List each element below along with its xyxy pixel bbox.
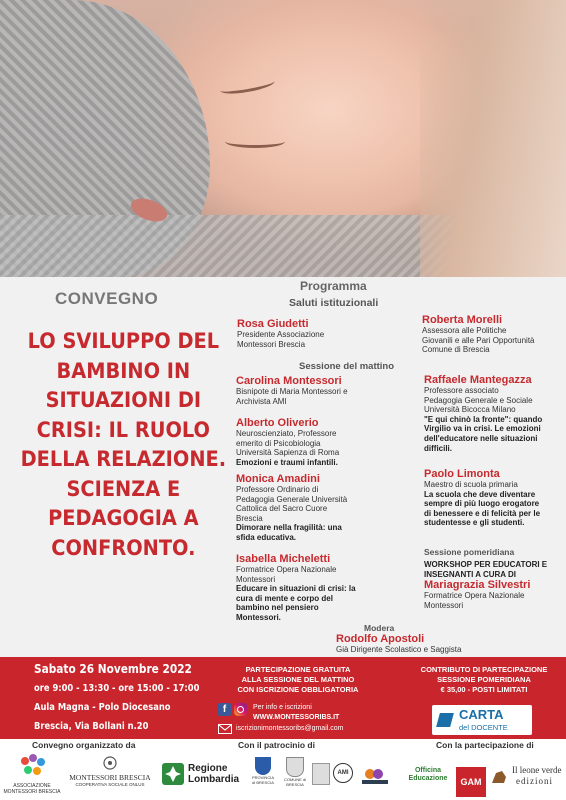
- speaker-name: Paolo Limonta: [424, 468, 500, 480]
- info-label: Per info e iscrizioni: [253, 704, 312, 711]
- title-line: DELLA RELAZIONE.: [20, 447, 227, 472]
- title-line: CRISI: IL RUOLO: [36, 417, 211, 443]
- flower-icon: [99, 755, 121, 771]
- mail-icon: [218, 724, 232, 734]
- speaker-oliverio: [236, 417, 416, 467]
- comune-brescia-logo: [280, 757, 310, 787]
- speaker-role: Pedagogia Generale e Sociale: [424, 395, 533, 405]
- partecipazione-text: [218, 665, 378, 695]
- speaker-role: Maestro di scuola primaria: [424, 480, 518, 489]
- speaker-role: Montessori: [424, 600, 464, 610]
- talk-title: sfida educativa.: [236, 532, 297, 542]
- contributo-line: CONTRIBUTO DI PARTECIPAZIONE: [420, 665, 548, 674]
- speaker-role: Formatrice Opera Nazionale: [236, 565, 337, 574]
- logo-text: COOPERATIVA SOCIALE ONLUS: [75, 782, 145, 787]
- logo-text: PROVINCIA di BRESCIA: [251, 775, 274, 785]
- logo-text: COMUNE di BRESCIA: [283, 777, 306, 787]
- closed-eye-upper: [219, 75, 275, 96]
- speaker-name: Alberto Oliverio: [236, 417, 319, 429]
- speaker-role: Neuroscienziato, Professore: [236, 429, 337, 438]
- title-line: BAMBINO IN: [56, 358, 191, 384]
- info-footer: [0, 657, 566, 739]
- talk-title: La scuola che deve diventare: [424, 489, 536, 499]
- talk-title: di benessere e di felicità per le: [424, 508, 541, 518]
- event-title: [14, 327, 233, 563]
- speaker-role: emerito di Psicobiologia: [236, 438, 321, 448]
- speaker-giudetti: [237, 318, 407, 349]
- speaker-montessori: [236, 375, 416, 406]
- logo-text: GAM: [460, 777, 482, 787]
- speaker-name: Carolina Montessori: [236, 375, 342, 387]
- title-line: PEDAGOGIA A: [48, 506, 199, 531]
- speaker-name: Rosa Giudetti: [237, 318, 309, 330]
- speaker-limonta: [424, 468, 564, 528]
- hair-area: [420, 0, 566, 277]
- talk-title: bambino nel pensiero: [236, 603, 319, 613]
- logo-text: edizioni: [516, 776, 553, 786]
- speaker-role: Bisnipote di Maria Montessori e: [236, 387, 348, 396]
- website-link[interactable]: WWW.MONTESSORIBS.IT: [253, 714, 340, 721]
- title-line: LO SVILUPPO DEL: [27, 329, 220, 354]
- speaker-role: Pedagogia Generale Università: [236, 494, 348, 504]
- speaker-role: Giovanili e alle Pari Opportunità: [422, 335, 535, 345]
- talk-title: dell'educatore nelle situazioni: [424, 433, 538, 443]
- email-link[interactable]: iscrizionimontessoribs@gmail.com: [236, 725, 344, 732]
- partecipazione-label: Con la partecipazione di: [436, 740, 534, 750]
- speaker-name: Monica Amadini: [236, 473, 320, 485]
- montessori-brescia-logo: [62, 755, 158, 787]
- officina-educazione-logo: [402, 767, 454, 783]
- gam-logo: [456, 767, 486, 797]
- lion-icon: [490, 769, 508, 785]
- speaker-role: Assessora alle Politiche: [422, 326, 507, 335]
- logo-text: MONTESSORI BRESCIA: [69, 773, 151, 782]
- carta-title: CARTA: [459, 707, 504, 722]
- speaker-morelli: [422, 314, 562, 355]
- speaker-silvestri: [424, 560, 564, 610]
- logo-text: Lombardia: [188, 774, 240, 785]
- carta-logo-icon: [436, 713, 454, 727]
- talk-title: Dimorare nella fragilità: una: [236, 523, 342, 533]
- logo-text: Regione: [188, 763, 228, 774]
- organizzato-label: Convegno organizzato da: [32, 740, 136, 750]
- speaker-role: Formatrice Opera Nazionale: [424, 591, 525, 601]
- facebook-icon[interactable]: f: [218, 703, 231, 716]
- logo-text: Il leone verde: [512, 765, 562, 775]
- modera-label: Modera: [364, 623, 395, 633]
- saluti-heading: Saluti istituzionali: [289, 297, 379, 309]
- hearts-icon: [17, 753, 47, 781]
- title-line: CONFRONTO.: [51, 535, 196, 561]
- logo-text: Officina Educazione: [408, 767, 448, 782]
- speaker-role: Università Bicocca Milano: [424, 405, 516, 415]
- event-place: Aula Magna - Polo Diocesano: [34, 702, 171, 713]
- speaker-role: Professore Ordinario di: [236, 485, 319, 494]
- workshop-text: INSEGNANTI A CURA DI: [424, 569, 516, 579]
- workshop-text: WORKSHOP PER EDUCATORI E: [424, 560, 548, 569]
- event-date: Sabato 26 Novembre 2022: [34, 662, 192, 676]
- speaker-name: Isabella Micheletti: [236, 553, 331, 565]
- carta-docente-badge: [432, 705, 532, 735]
- speaker-role: Cattolica del Sacro Cuore: [236, 504, 328, 514]
- shield-icon: [286, 757, 304, 777]
- ami-logo: [332, 763, 354, 783]
- programma-heading: Programma: [300, 279, 367, 293]
- talk-title: difficili.: [424, 443, 452, 453]
- regione-lombardia-logo: [162, 763, 242, 787]
- speaker-mantegazza: [424, 374, 564, 453]
- convegno-label: CONVEGNO: [55, 289, 159, 308]
- ufficio-scolastico-logo: [312, 763, 330, 785]
- sessione-mattino-heading: Sessione del mattino: [299, 361, 395, 372]
- speaker-micheletti: [236, 553, 416, 623]
- logo-text: MONTESSORI BRESCIA: [3, 789, 61, 795]
- provincia-brescia-logo: [248, 757, 278, 785]
- speaker-name: Rodolfo Apostoli: [336, 633, 425, 645]
- talk-title: Montessori.: [236, 612, 281, 622]
- talk-title: "E qui chinò la fronte": quando: [424, 414, 543, 424]
- credits-bar: [0, 739, 566, 800]
- partecipazione-line: ALLA SESSIONE DEL MATTINO: [241, 675, 355, 684]
- instagram-icon[interactable]: [234, 703, 247, 716]
- associazione-montessori-logo: [2, 753, 62, 795]
- shield-icon: [255, 757, 271, 775]
- logo-text: AMI: [333, 763, 353, 783]
- patrocinio-label: Con il patrocinio di: [238, 740, 315, 750]
- hero-photo-sleeping-child: [0, 0, 566, 277]
- talk-title: sempre di più luogo erogatore: [424, 499, 540, 509]
- talk-title: Educare in situazioni di crisi: la: [236, 584, 356, 594]
- partecipazione-line: PARTECIPAZIONE GRATUITA: [245, 665, 351, 674]
- rose-icon: [162, 763, 184, 785]
- speaker-role: Presidente Associazione: [237, 330, 325, 339]
- speaker-name: Roberta Morelli: [422, 314, 503, 326]
- speaker-role: Montessori: [236, 574, 276, 584]
- talk-title: Emozioni e traumi infantili.: [236, 457, 338, 467]
- speaker-name: Raffaele Mantegazza: [424, 374, 532, 386]
- closed-eye-lower: [225, 135, 285, 148]
- event-time: ore 9:00 - 13:30 - ore 15:00 - 17:00: [34, 683, 200, 694]
- contributo-line: SESSIONE POMERIDIANA: [437, 675, 531, 684]
- talk-title: studentesse e gli studenti.: [424, 518, 525, 528]
- event-address: Brescia, Via Bollani n.20: [34, 721, 149, 732]
- speaker-role: Brescia: [236, 513, 263, 523]
- carta-subtitle: del DOCENTE: [459, 723, 508, 732]
- talk-title: cura di mente e corpo del: [236, 593, 333, 603]
- speaker-role: Università Sapienza di Roma: [236, 448, 340, 458]
- speaker-role: Comune di Brescia: [422, 345, 490, 355]
- speaker-role: Professore associato: [424, 386, 499, 395]
- contributo-line: € 35,00 - POSTI LIMITATI: [440, 685, 528, 694]
- speaker-role: Archivista AMI: [236, 396, 287, 406]
- speaker-role: Già Dirigente Scolastico e Saggista: [336, 645, 462, 654]
- speaker-name: Mariagrazia Silvestri: [424, 579, 531, 592]
- partecipazione-line: CON ISCRIZIONE OBBLIGATORIA: [237, 685, 359, 694]
- talk-title: Virgilio va in crisi. Le emozioni: [424, 424, 541, 434]
- title-line: SCIENZA E: [66, 476, 181, 502]
- speaker-role: Montessori Brescia: [237, 339, 306, 349]
- speaker-apostoli: [336, 633, 516, 655]
- title-line: SITUAZIONI DI: [45, 388, 202, 413]
- contributo-text: [404, 665, 564, 695]
- logo-text: ASSOCIAZIONE: [13, 783, 51, 789]
- speaker-amadini: [236, 473, 416, 543]
- onlus-logo: [358, 767, 392, 785]
- sessione-pomeridiana-heading: Sessione pomeridiana: [424, 547, 515, 557]
